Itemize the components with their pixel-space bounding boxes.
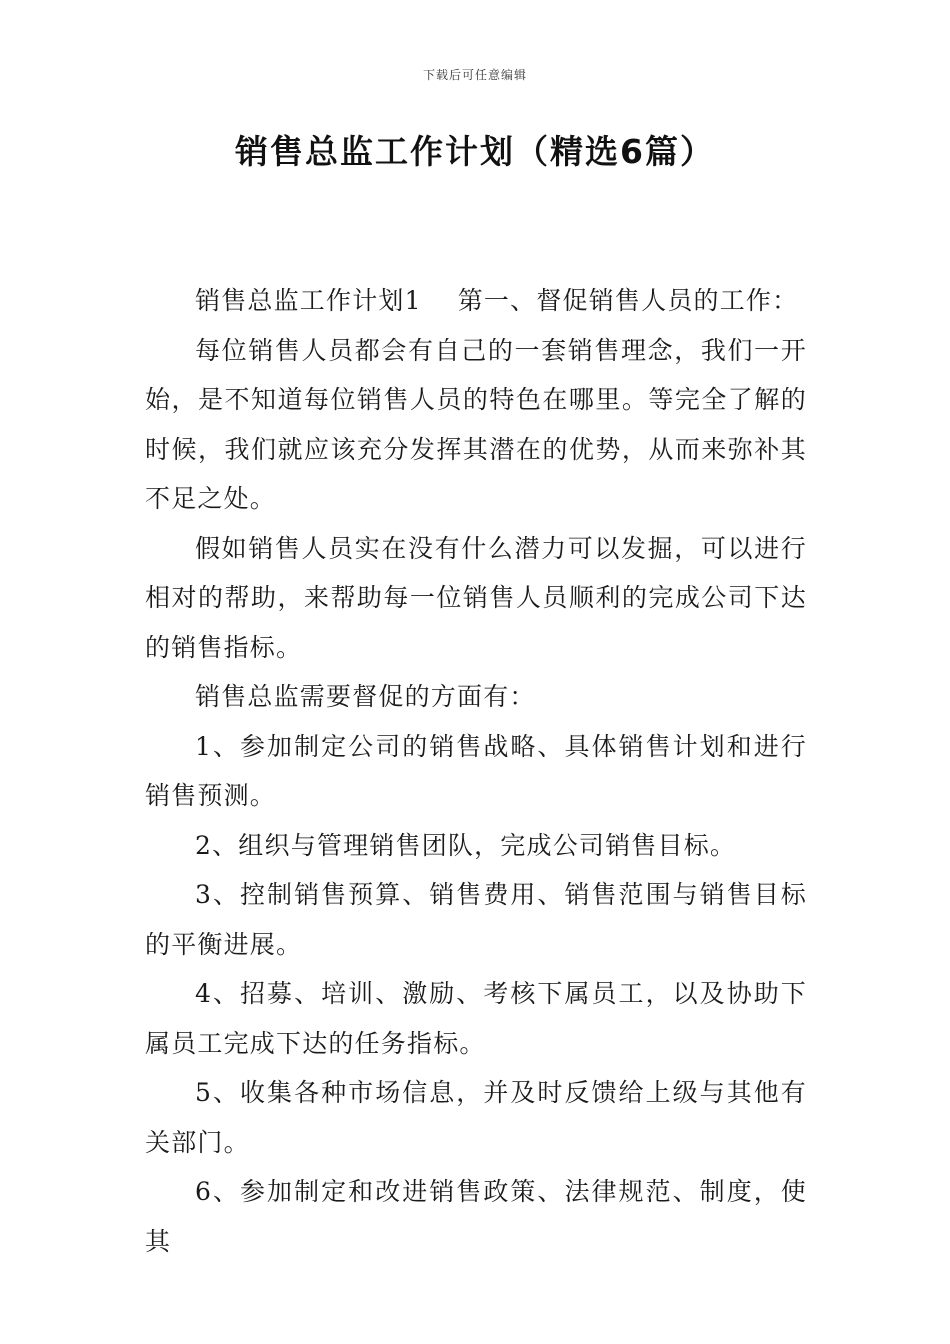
paragraph: 假如销售人员实在没有什么潜力可以发掘，可以进行相对的帮助，来帮助每一位销售人员顺利的完成公司下达的销售指标。	[145, 533, 807, 662]
list-item: 5、收集各种市场信息，并及时反馈给上级与其他有关部门。	[145, 1078, 807, 1157]
section-label: 销售总监工作计划1	[195, 286, 422, 315]
section-heading: 第一、督促销售人员的工作：	[457, 286, 799, 315]
document-body	[145, 276, 807, 1266]
list-item: 3、控制销售预算、销售费用、销售范围与销售目标的平衡进展。	[145, 880, 807, 959]
document-title: 销售总监工作计划（精选6篇）	[235, 132, 715, 171]
header-note: 下载后可任意编辑	[422, 68, 527, 82]
list-item: 6、参加制定和改进销售政策、法律规范、制度，使其	[145, 1177, 807, 1256]
list-item: 1、参加制定公司的销售战略、具体销售计划和进行销售预测。	[145, 731, 807, 810]
list-item: 4、招募、培训、激励、考核下属员工，以及协助下属员工完成下达的任务指标。	[145, 979, 807, 1058]
paragraph: 销售总监需要督促的方面有：	[195, 682, 536, 711]
paragraph: 每位销售人员都会有自己的一套销售理念，我们一开始，是不知道每位销售人员的特色在哪里。等完全了解的时候，我们就应该充分发挥其潜在的优势，从而来弥补其不足之处。	[145, 335, 807, 513]
list-item: 2、组织与管理销售团队，完成公司销售目标。	[195, 830, 737, 860]
intro-line	[145, 276, 807, 326]
